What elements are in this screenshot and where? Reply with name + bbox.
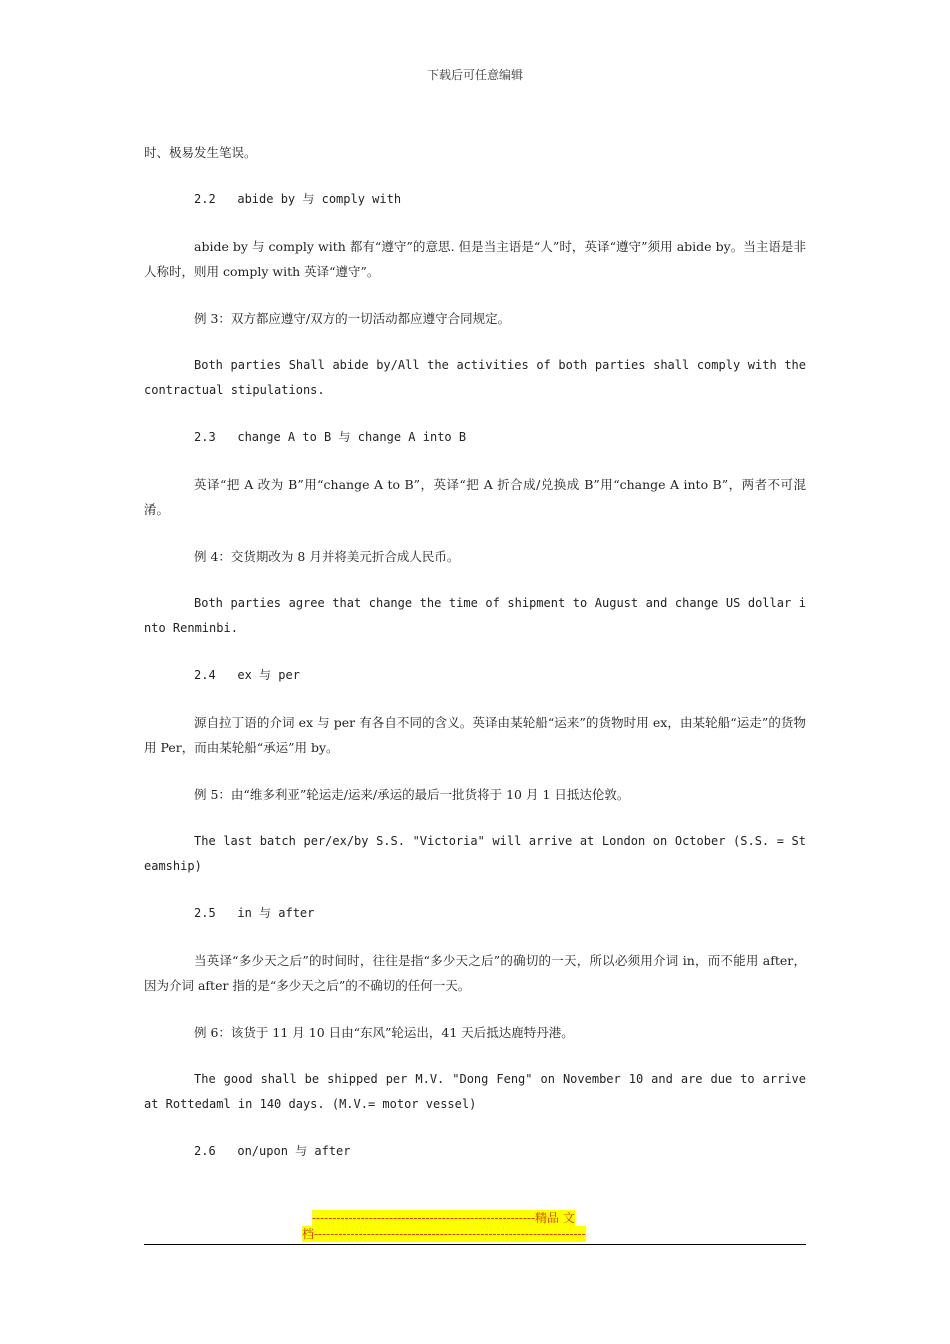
paragraph: 英译“把 A 改为 B”用“change A to B”，英译“把 A 折合成/兑换成 B”用“change A into B”，两者不可混淆。	[144, 477, 806, 517]
section-heading-2-5: 2.5 in 与 after	[194, 906, 315, 920]
example-paragraph: 例 4：交货期改为 8 月并将美元折合成人民币。	[194, 549, 460, 564]
document-body	[144, 140, 806, 1186]
example-paragraph: 例 6：该货于 11 月 10 日由“东风”轮运出，41 天后抵达鹿特丹港。	[194, 1025, 574, 1040]
footer-watermark	[302, 1210, 652, 1242]
section-heading-2-4: 2.4 ex 与 per	[194, 668, 300, 682]
footer-line-2: 档-------------------------------------------------------------------	[302, 1227, 586, 1241]
paragraph: abide by 与 comply with 都有“遵守”的意思. 但是当主语是“人”时，英译“遵守”须用 abide by。当主语是非人称时，则用 comply with 英译“遵守”。	[144, 239, 806, 279]
section-heading-2-6: 2.6 on/upon 与 after	[194, 1144, 351, 1158]
english-translation: Both parties Shall abide by/All the activities of both parties shall comply with the contractual stipulations.	[144, 358, 806, 397]
footer-divider	[144, 1244, 806, 1245]
section-heading-2-3: 2.3 change A to B 与 change A into B	[194, 430, 467, 444]
example-paragraph: 例 3：双方都应遵守/双方的一切活动都应遵守合同规定。	[194, 311, 511, 326]
page-header: 下载后可任意编辑	[426, 68, 523, 82]
english-translation: The last batch per/ex/by S.S. "Victoria" will arrive at London on October (S.S. = Steamship)	[144, 834, 806, 873]
footer-line-1: -------------------------------------------------------精品 文	[312, 1211, 575, 1225]
english-translation: Both parties agree that change the time of shipment to August and change US dollar into Renminbi.	[144, 596, 806, 635]
section-heading-2-2: 2.2 abide by 与 comply with	[194, 192, 402, 206]
paragraph: 源自拉丁语的介词 ex 与 per 有各自不同的含义。英译由某轮船“运来”的货物时用 ex，由某轮船“运走”的货物用 Per，而由某轮船“承运”用 by。	[144, 715, 806, 755]
paragraph: 当英译“多少天之后”的时间时，往往是指“多少天之后”的确切的一天，所以必须用介词 in，而不能用 after，因为介词 after 指的是“多少天之后”的不确切的任何一天。	[144, 953, 806, 993]
english-translation: The good shall be shipped per M.V. "Dong Feng" on November 10 and are due to arrive at Rottedaml in 140 days. (M.V.= motor vessel)	[144, 1072, 806, 1111]
paragraph: 时、极易发生笔误。	[144, 145, 257, 160]
example-paragraph: 例 5：由“维多利亚”轮运走/运来/承运的最后一批货将于 10 月 1 日抵达伦敦。	[194, 787, 630, 802]
